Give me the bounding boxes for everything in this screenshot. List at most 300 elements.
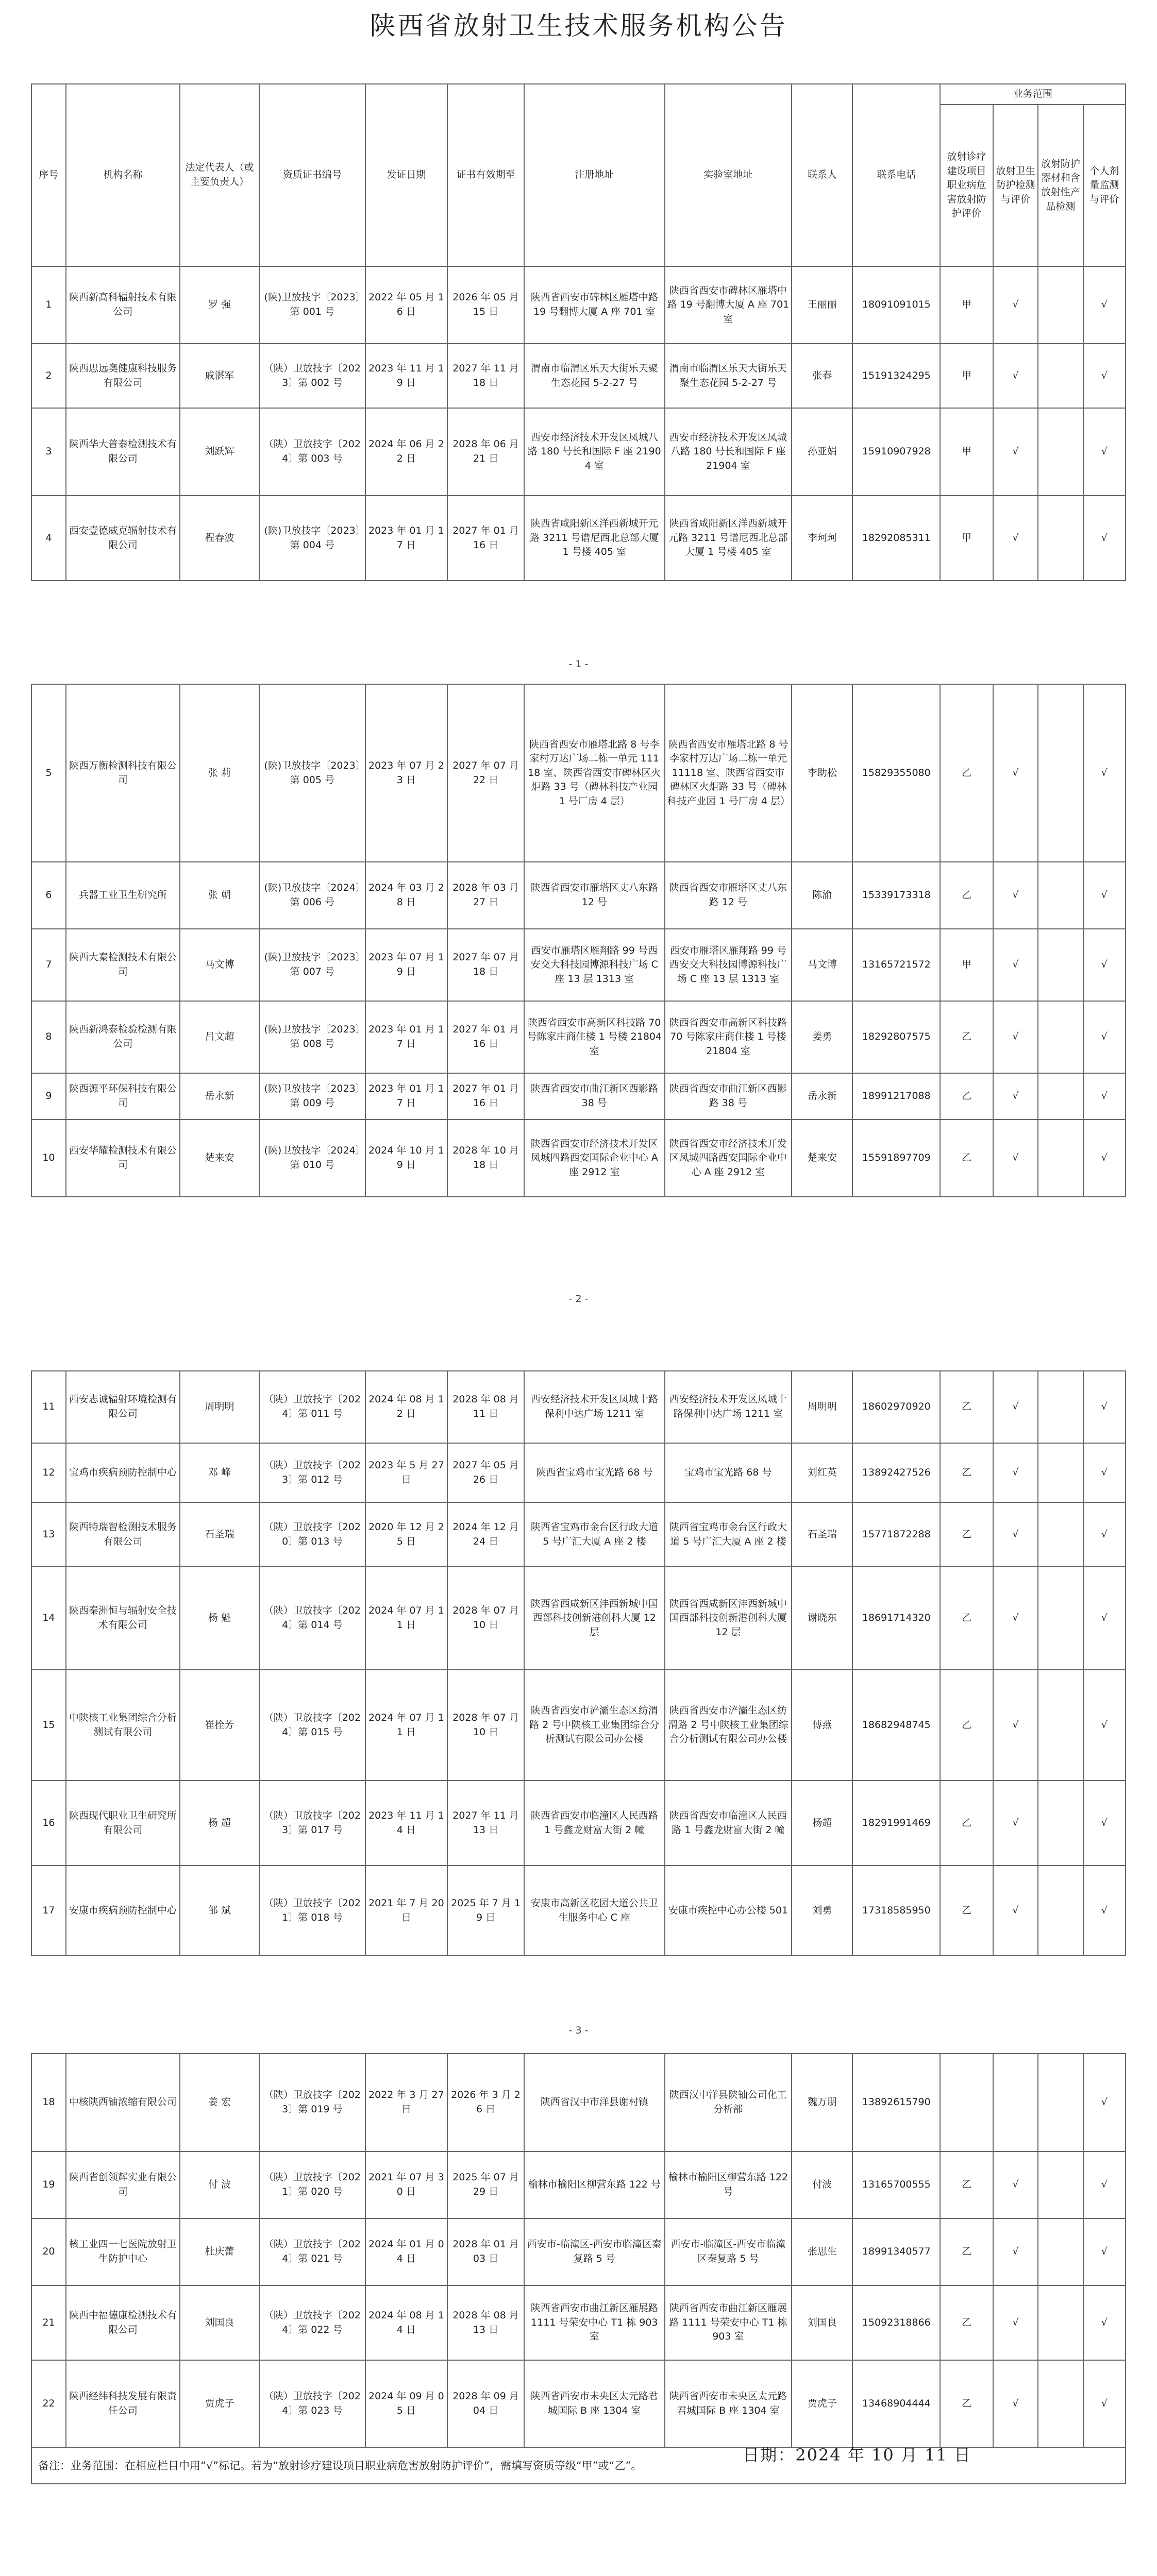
phone-number: 17318585950 bbox=[852, 1866, 940, 1956]
cert-number: （陕）卫放技字〔2024〕第 014 号 bbox=[259, 1567, 365, 1670]
scope-dosimetry: √ bbox=[1083, 2218, 1126, 2285]
phone-number: 18691714320 bbox=[852, 1567, 940, 1670]
table-row bbox=[31, 684, 1126, 862]
note: 备注：业务范围：在相应栏目中用“√”标记。若为“放射诊疗建设项目职业病危害放射防护评价”，需填写资质等级“甲”或“乙”。 bbox=[31, 2448, 1126, 2484]
expiry-date: 2027 年 01 月 16 日 bbox=[447, 1073, 524, 1120]
phone-number: 18991340577 bbox=[852, 2218, 940, 2285]
scope-dosimetry: √ bbox=[1083, 1866, 1126, 1956]
contact-person: 刘勇 bbox=[792, 1866, 852, 1956]
issue-date: 2023 年 01 月 17 日 bbox=[365, 496, 447, 581]
expiry-date: 2024 年 12 月 24 日 bbox=[447, 1502, 524, 1567]
row-seq: 9 bbox=[31, 1073, 66, 1120]
scope-assessment: 乙 bbox=[940, 1120, 993, 1197]
cert-number: （陕）卫放技字〔2024〕第 023 号 bbox=[259, 2360, 365, 2448]
cert-number: （陕）卫放技字〔2021〕第 020 号 bbox=[259, 2151, 365, 2218]
scope-dosimetry: √ bbox=[1083, 1073, 1126, 1120]
lab-address: 安康市疾控中心办公楼 501 bbox=[665, 1866, 792, 1956]
org-name: 陕西万衡检测科技有限公司 bbox=[66, 684, 180, 862]
phone-number: 15339173318 bbox=[852, 862, 940, 929]
contact-person: 李珂珂 bbox=[792, 496, 852, 581]
org-name: 核工业四一七医院放射卫生防护中心 bbox=[66, 2218, 180, 2285]
issue-date: 2023 年 01 月 17 日 bbox=[365, 1073, 447, 1120]
scope-dosimetry: √ bbox=[1083, 2285, 1126, 2360]
row-seq: 15 bbox=[31, 1670, 66, 1781]
row-seq: 18 bbox=[31, 2054, 66, 2151]
cert-number: （陕）卫放技字〔2023〕第 012 号 bbox=[259, 1443, 365, 1502]
org-name: 陕西思远奥健康科技服务有限公司 bbox=[66, 344, 180, 408]
cert-number: (陕)卫放技字〔2023〕第 008 号 bbox=[259, 1001, 365, 1073]
scope-testing: √ bbox=[993, 1866, 1038, 1956]
org-name: 陕西新鸿泰检验检测有限公司 bbox=[66, 1001, 180, 1073]
table-row bbox=[31, 266, 1126, 344]
scope-equipment bbox=[1038, 1670, 1083, 1781]
legal-rep: 楚来安 bbox=[180, 1120, 259, 1197]
org-name: 陕西源平环保科技有限公司 bbox=[66, 1073, 180, 1120]
header-cert: 资质证书编号 bbox=[259, 84, 365, 266]
registered-address: 陕西省西咸新区沣西新城中国西部科技创新港创科大厦 12 层 bbox=[524, 1567, 664, 1670]
scope-equipment bbox=[1038, 496, 1083, 581]
row-seq: 17 bbox=[31, 1866, 66, 1956]
cert-number: (陕)卫放技字〔2023〕第 004 号 bbox=[259, 496, 365, 581]
scope-testing: √ bbox=[993, 1371, 1038, 1443]
announcement-date: 日期：2024 年 10 月 11 日 bbox=[743, 2445, 971, 2465]
legal-rep: 马文博 bbox=[180, 929, 259, 1001]
scope-testing: √ bbox=[993, 1120, 1038, 1197]
cert-number: （陕）卫放技字〔2024〕第 015 号 bbox=[259, 1670, 365, 1781]
registered-address: 渭南市临渭区乐天大街乐天聚生态花园 5-2-27 号 bbox=[524, 344, 664, 408]
scope-assessment: 乙 bbox=[940, 862, 993, 929]
contact-person: 陈渝 bbox=[792, 862, 852, 929]
org-name: 陕西特瑞智检测技术服务有限公司 bbox=[66, 1502, 180, 1567]
expiry-date: 2028 年 07 月 10 日 bbox=[447, 1567, 524, 1670]
row-seq: 12 bbox=[31, 1443, 66, 1502]
scope-assessment: 甲 bbox=[940, 496, 993, 581]
table-row bbox=[31, 1073, 1126, 1120]
lab-address: 西安市-临潼区-西安市临潼区秦复路 5 号 bbox=[665, 2218, 792, 2285]
phone-number: 15092318866 bbox=[852, 2285, 940, 2360]
table-row bbox=[31, 1670, 1126, 1781]
cert-number: （陕）卫放技字〔2021〕第 018 号 bbox=[259, 1866, 365, 1956]
phone-number: 13165700555 bbox=[852, 2151, 940, 2218]
expiry-date: 2028 年 08 月 13 日 bbox=[447, 2285, 524, 2360]
issue-date: 2024 年 01 月 04 日 bbox=[365, 2218, 447, 2285]
registered-address: 陕西省汉中市洋县谢村镇 bbox=[524, 2054, 664, 2151]
issue-date: 2021 年 07 月 30 日 bbox=[365, 2151, 447, 2218]
lab-address: 陕西省西安市曲江新区西影路 38 号 bbox=[665, 1073, 792, 1120]
row-seq: 14 bbox=[31, 1567, 66, 1670]
scope-testing: √ bbox=[993, 1567, 1038, 1670]
contact-person: 姜勇 bbox=[792, 1001, 852, 1073]
page-number: - 2 - bbox=[568, 1293, 589, 1304]
contact-person: 魏万朋 bbox=[792, 2054, 852, 2151]
row-seq: 11 bbox=[31, 1371, 66, 1443]
legal-rep: 刘跃辉 bbox=[180, 408, 259, 496]
cert-number: (陕)卫放技字〔2024〕第 006 号 bbox=[259, 862, 365, 929]
lab-address: 陕西省西安市浐灞生态区纺渭路 2 号中陕核工业集团综合分析测试有限公司办公楼 bbox=[665, 1670, 792, 1781]
table-row bbox=[31, 408, 1126, 496]
row-seq: 2 bbox=[31, 344, 66, 408]
contact-person: 楚来安 bbox=[792, 1120, 852, 1197]
scope-equipment bbox=[1038, 344, 1083, 408]
cert-number: （陕）卫放技字〔2024〕第 011 号 bbox=[259, 1371, 365, 1443]
registered-address: 陕西省宝鸡市宝光路 68 号 bbox=[524, 1443, 664, 1502]
scope-testing: √ bbox=[993, 2285, 1038, 2360]
registered-address: 西安市-临潼区-西安市临潼区秦复路 5 号 bbox=[524, 2218, 664, 2285]
expiry-date: 2025 年 07 月 29 日 bbox=[447, 2151, 524, 2218]
cert-number: （陕）卫放技字〔2023〕第 017 号 bbox=[259, 1781, 365, 1866]
registered-address: 西安经济技术开发区凤城十路保利中达广场 1211 室 bbox=[524, 1371, 664, 1443]
org-name: 西安壹德威克辐射技术有限公司 bbox=[66, 496, 180, 581]
issue-date: 2021 年 7 月 20 日 bbox=[365, 1866, 447, 1956]
contact-person: 王丽丽 bbox=[792, 266, 852, 344]
scope-testing: √ bbox=[993, 344, 1038, 408]
table-row bbox=[31, 344, 1126, 408]
scope-dosimetry: √ bbox=[1083, 1371, 1126, 1443]
org-name: 陕西华大普泰检测技术有限公司 bbox=[66, 408, 180, 496]
scope-equipment bbox=[1038, 1443, 1083, 1502]
registered-address: 陕西省宝鸡市金台区行政大道 5 号广汇大厦 A 座 2 楼 bbox=[524, 1502, 664, 1567]
contact-person: 石圣瑞 bbox=[792, 1502, 852, 1567]
legal-rep: 邹 斌 bbox=[180, 1866, 259, 1956]
scope-testing: √ bbox=[993, 408, 1038, 496]
scope-assessment: 甲 bbox=[940, 344, 993, 408]
scope-dosimetry: √ bbox=[1083, 1567, 1126, 1670]
expiry-date: 2027 年 01 月 16 日 bbox=[447, 1001, 524, 1073]
institution-table-page-3 bbox=[31, 1370, 1126, 1956]
scope-equipment bbox=[1038, 1073, 1083, 1120]
header-phone: 联系电话 bbox=[852, 84, 940, 266]
table-row bbox=[31, 1502, 1126, 1567]
expiry-date: 2027 年 01 月 16 日 bbox=[447, 496, 524, 581]
scope-testing: √ bbox=[993, 2218, 1038, 2285]
scope-equipment bbox=[1038, 2285, 1083, 2360]
scope-assessment: 乙 bbox=[940, 1371, 993, 1443]
lab-address: 陕西省西安市雁塔北路 8 号李家村万达广场二栋一单元 11118 室、陕西省西安市碑林区火炬路 33 号（碑林科技产业园 1 号厂房 4 层） bbox=[665, 684, 792, 862]
scope-dosimetry: √ bbox=[1083, 2151, 1126, 2218]
cert-number: （陕）卫放技字〔2024〕第 022 号 bbox=[259, 2285, 365, 2360]
cert-number: （陕）卫放技字〔2024〕第 003 号 bbox=[259, 408, 365, 496]
lab-address: 陕西汉中洋县陕铀公司化工分析部 bbox=[665, 2054, 792, 2151]
header-lab-addr: 实验室地址 bbox=[665, 84, 792, 266]
issue-date: 2024 年 07 月 11 日 bbox=[365, 1670, 447, 1781]
scope-equipment bbox=[1038, 2054, 1083, 2151]
lab-address: 陕西省西咸新区沣西新城中国西部科技创新港创科大厦 12 层 bbox=[665, 1567, 792, 1670]
scope-equipment bbox=[1038, 408, 1083, 496]
scope-assessment: 乙 bbox=[940, 2285, 993, 2360]
header-scope: 业务范围 bbox=[940, 84, 1126, 105]
scope-testing: √ bbox=[993, 2151, 1038, 2218]
header-scope-1: 放射诊疗建设项目职业病危害放射防护评价 bbox=[940, 105, 993, 266]
phone-number: 15771872288 bbox=[852, 1502, 940, 1567]
scope-equipment bbox=[1038, 2218, 1083, 2285]
scope-testing: √ bbox=[993, 1443, 1038, 1502]
registered-address: 陕西省西安市未央区太元路君城国际 B 座 1304 室 bbox=[524, 2360, 664, 2448]
org-name: 陕西现代职业卫生研究所有限公司 bbox=[66, 1781, 180, 1866]
org-name: 陕西中福德康检测技术有限公司 bbox=[66, 2285, 180, 2360]
org-name: 陕西经纬科技发展有限责任公司 bbox=[66, 2360, 180, 2448]
scope-equipment bbox=[1038, 862, 1083, 929]
cert-number: (陕)卫放技字〔2023〕第 005 号 bbox=[259, 684, 365, 862]
scope-dosimetry: √ bbox=[1083, 1443, 1126, 1502]
lab-address: 渭南市临渭区乐天大街乐天聚生态花园 5-2-27 号 bbox=[665, 344, 792, 408]
row-seq: 10 bbox=[31, 1120, 66, 1197]
row-seq: 7 bbox=[31, 929, 66, 1001]
scope-equipment bbox=[1038, 1120, 1083, 1197]
row-seq: 19 bbox=[31, 2151, 66, 2218]
scope-assessment: 乙 bbox=[940, 1866, 993, 1956]
legal-rep: 程春波 bbox=[180, 496, 259, 581]
table-row bbox=[31, 2218, 1126, 2285]
org-name: 宝鸡市疾病预防控制中心 bbox=[66, 1443, 180, 1502]
issue-date: 2020 年 12 月 25 日 bbox=[365, 1502, 447, 1567]
scope-assessment: 乙 bbox=[940, 2360, 993, 2448]
table-row bbox=[31, 1866, 1126, 1956]
expiry-date: 2026 年 3 月 26 日 bbox=[447, 2054, 524, 2151]
expiry-date: 2025 年 7 月 19 日 bbox=[447, 1866, 524, 1956]
expiry-date: 2028 年 07 月 10 日 bbox=[447, 1670, 524, 1781]
lab-address: 榆林市榆阳区柳营东路 122 号 bbox=[665, 2151, 792, 2218]
scope-assessment: 乙 bbox=[940, 2151, 993, 2218]
scope-assessment: 乙 bbox=[940, 1567, 993, 1670]
header-reg-addr: 注册地址 bbox=[524, 84, 664, 266]
header-rep: 法定代表人（或主要负责人） bbox=[180, 84, 259, 266]
legal-rep: 张 莉 bbox=[180, 684, 259, 862]
lab-address: 陕西省西安市曲江新区雁展路 1111 号荣安中心 T1 栋 903 室 bbox=[665, 2285, 792, 2360]
contact-person: 谢晓东 bbox=[792, 1567, 852, 1670]
lab-address: 陕西省宝鸡市金台区行政大道 5 号广汇大厦 A 座 2 楼 bbox=[665, 1502, 792, 1567]
legal-rep: 贾虎子 bbox=[180, 2360, 259, 2448]
scope-dosimetry: √ bbox=[1083, 266, 1126, 344]
scope-equipment bbox=[1038, 1502, 1083, 1567]
org-name: 兵器工业卫生研究所 bbox=[66, 862, 180, 929]
table-row bbox=[31, 1371, 1126, 1443]
legal-rep: 杨 超 bbox=[180, 1781, 259, 1866]
scope-assessment: 乙 bbox=[940, 2218, 993, 2285]
phone-number: 18291991469 bbox=[852, 1781, 940, 1866]
scope-equipment bbox=[1038, 2151, 1083, 2218]
scope-equipment bbox=[1038, 684, 1083, 862]
issue-date: 2023 年 01 月 17 日 bbox=[365, 1001, 447, 1073]
expiry-date: 2028 年 06 月 21 日 bbox=[447, 408, 524, 496]
registered-address: 安康市高新区花园大道公共卫生服务中心 C 座 bbox=[524, 1866, 664, 1956]
lab-address: 陕西省西安市碑林区雁塔中路 19 号翻博大厦 A 座 701 室 bbox=[665, 266, 792, 344]
scope-dosimetry: √ bbox=[1083, 2054, 1126, 2151]
org-name: 陕西秦洲恒与辐射安全技术有限公司 bbox=[66, 1567, 180, 1670]
row-seq: 22 bbox=[31, 2360, 66, 2448]
lab-address: 宝鸡市宝光路 68 号 bbox=[665, 1443, 792, 1502]
legal-rep: 杨 魁 bbox=[180, 1567, 259, 1670]
scope-assessment: 甲 bbox=[940, 929, 993, 1001]
scope-equipment bbox=[1038, 1001, 1083, 1073]
org-name: 西安华耀检测技术有限公司 bbox=[66, 1120, 180, 1197]
row-seq: 20 bbox=[31, 2218, 66, 2285]
registered-address: 陕西省咸阳新区洋西新城开元路 3211 号谱尼西北总部大厦 1 号楼 405 室 bbox=[524, 496, 664, 581]
registered-address: 陕西省西安市曲江新区雁展路 1111 号荣安中心 T1 栋 903 室 bbox=[524, 2285, 664, 2360]
scope-dosimetry: √ bbox=[1083, 408, 1126, 496]
row-seq: 21 bbox=[31, 2285, 66, 2360]
expiry-date: 2028 年 09 月 04 日 bbox=[447, 2360, 524, 2448]
document-title: 陕西省放射卫生技术服务机构公告 bbox=[370, 11, 787, 41]
cert-number: （陕）卫放技字〔2023〕第 002 号 bbox=[259, 344, 365, 408]
table-row bbox=[31, 1443, 1126, 1502]
institution-table-page-1 bbox=[31, 83, 1126, 581]
table-row bbox=[31, 1001, 1126, 1073]
scope-testing bbox=[993, 2054, 1038, 2151]
scope-dosimetry: √ bbox=[1083, 929, 1126, 1001]
expiry-date: 2027 年 07 月 18 日 bbox=[447, 929, 524, 1001]
scope-testing: √ bbox=[993, 1670, 1038, 1781]
legal-rep: 岳永新 bbox=[180, 1073, 259, 1120]
scope-dosimetry: √ bbox=[1083, 1781, 1126, 1866]
institution-table-page-2 bbox=[31, 684, 1126, 1197]
scope-testing: √ bbox=[993, 2360, 1038, 2448]
table-row bbox=[31, 1781, 1126, 1866]
phone-number: 13468904444 bbox=[852, 2360, 940, 2448]
contact-person: 付波 bbox=[792, 2151, 852, 2218]
org-name: 中陕核工业集团综合分析测试有限公司 bbox=[66, 1670, 180, 1781]
row-seq: 16 bbox=[31, 1781, 66, 1866]
expiry-date: 2027 年 11 月 18 日 bbox=[447, 344, 524, 408]
header-scope-3: 放射防护器材和含放射性产品检测 bbox=[1038, 105, 1083, 266]
legal-rep: 戚湛军 bbox=[180, 344, 259, 408]
scope-testing: √ bbox=[993, 684, 1038, 862]
scope-assessment: 乙 bbox=[940, 1670, 993, 1781]
issue-date: 2024 年 09 月 05 日 bbox=[365, 2360, 447, 2448]
scope-equipment bbox=[1038, 266, 1083, 344]
org-name: 陕西新高科辐射技术有限公司 bbox=[66, 266, 180, 344]
contact-person: 杨超 bbox=[792, 1781, 852, 1866]
header-issue: 发证日期 bbox=[365, 84, 447, 266]
issue-date: 2024 年 03 月 28 日 bbox=[365, 862, 447, 929]
scope-testing: √ bbox=[993, 496, 1038, 581]
scope-testing: √ bbox=[993, 929, 1038, 1001]
scope-dosimetry: √ bbox=[1083, 344, 1126, 408]
contact-person: 刘国良 bbox=[792, 2285, 852, 2360]
row-seq: 13 bbox=[31, 1502, 66, 1567]
table-row bbox=[31, 2285, 1126, 2360]
scope-dosimetry: √ bbox=[1083, 1120, 1126, 1197]
cert-number: (陕)卫放技字〔2023〕第 009 号 bbox=[259, 1073, 365, 1120]
lab-address: 陕西省西安市临潼区人民西路 1 号鑫龙财富大街 2 幢 bbox=[665, 1781, 792, 1866]
scope-assessment: 甲 bbox=[940, 408, 993, 496]
registered-address: 陕西省西安市碑林区雁塔中路 19 号翻博大厦 A 座 701 室 bbox=[524, 266, 664, 344]
contact-person: 傅燕 bbox=[792, 1670, 852, 1781]
scope-equipment bbox=[1038, 929, 1083, 1001]
phone-number: 18682948745 bbox=[852, 1670, 940, 1781]
lab-address: 陕西省西安市雁塔区丈八东路 12 号 bbox=[665, 862, 792, 929]
row-seq: 4 bbox=[31, 496, 66, 581]
cert-number: (陕)卫放技字〔2023〕第 007 号 bbox=[259, 929, 365, 1001]
scope-testing: √ bbox=[993, 1001, 1038, 1073]
phone-number: 15910907928 bbox=[852, 408, 940, 496]
issue-date: 2024 年 10 月 19 日 bbox=[365, 1120, 447, 1197]
phone-number: 18602970920 bbox=[852, 1371, 940, 1443]
row-seq: 8 bbox=[31, 1001, 66, 1073]
scope-assessment bbox=[940, 2054, 993, 2151]
contact-person: 岳永新 bbox=[792, 1073, 852, 1120]
expiry-date: 2028 年 10 月 18 日 bbox=[447, 1120, 524, 1197]
registered-address: 陕西省西安市高新区科技路 70 号陈家庄商住楼 1 号楼 21804 室 bbox=[524, 1001, 664, 1073]
cert-number: (陕)卫放技字〔2023〕第 001 号 bbox=[259, 266, 365, 344]
table-row bbox=[31, 2054, 1126, 2151]
issue-date: 2022 年 3 月 27 日 bbox=[365, 2054, 447, 2151]
scope-assessment: 乙 bbox=[940, 1502, 993, 1567]
contact-person: 张春 bbox=[792, 344, 852, 408]
issue-date: 2023 年 5 月 27 日 bbox=[365, 1443, 447, 1502]
legal-rep: 姜 宏 bbox=[180, 2054, 259, 2151]
issue-date: 2024 年 07 月 11 日 bbox=[365, 1567, 447, 1670]
registered-address: 陕西省西安市雁塔北路 8 号李家村万达广场二栋一单元 11118 室、陕西省西安市碑林区火炬路 33 号（碑林科技产业园 1 号厂房 4 层） bbox=[524, 684, 664, 862]
scope-testing: √ bbox=[993, 862, 1038, 929]
scope-dosimetry: √ bbox=[1083, 684, 1126, 862]
scope-equipment bbox=[1038, 1781, 1083, 1866]
lab-address: 西安市经济技术开发区凤城八路 180 号长和国际 F 座 21904 室 bbox=[665, 408, 792, 496]
scope-dosimetry: √ bbox=[1083, 2360, 1126, 2448]
expiry-date: 2028 年 03 月 27 日 bbox=[447, 862, 524, 929]
table-row bbox=[31, 1120, 1126, 1197]
expiry-date: 2028 年 08 月 11 日 bbox=[447, 1371, 524, 1443]
cert-number: （陕）卫放技字〔2024〕第 021 号 bbox=[259, 2218, 365, 2285]
table-row bbox=[31, 1567, 1126, 1670]
issue-date: 2023 年 07 月 19 日 bbox=[365, 929, 447, 1001]
scope-equipment bbox=[1038, 1866, 1083, 1956]
legal-rep: 张 朝 bbox=[180, 862, 259, 929]
org-name: 安康市疾病预防控制中心 bbox=[66, 1866, 180, 1956]
table-row bbox=[31, 496, 1126, 581]
registered-address: 榆林市榆阳区柳营东路 122 号 bbox=[524, 2151, 664, 2218]
phone-number: 13892615790 bbox=[852, 2054, 940, 2151]
legal-rep: 罗 强 bbox=[180, 266, 259, 344]
scope-assessment: 乙 bbox=[940, 684, 993, 862]
registered-address: 陕西省西安市经济技术开发区凤城四路西安国际企业中心 A 座 2912 室 bbox=[524, 1120, 664, 1197]
scope-equipment bbox=[1038, 1567, 1083, 1670]
header-expire: 证书有效期至 bbox=[447, 84, 524, 266]
scope-dosimetry: √ bbox=[1083, 1502, 1126, 1567]
scope-equipment bbox=[1038, 1371, 1083, 1443]
scope-assessment: 乙 bbox=[940, 1001, 993, 1073]
lab-address: 西安市雁塔区雁翔路 99 号西安交大科技园博源科技广场 C 座 13 层 1313 室 bbox=[665, 929, 792, 1001]
legal-rep: 杜庆蕾 bbox=[180, 2218, 259, 2285]
registered-address: 陕西省西安市曲江新区西影路 38 号 bbox=[524, 1073, 664, 1120]
scope-equipment bbox=[1038, 2360, 1083, 2448]
scope-dosimetry: √ bbox=[1083, 1001, 1126, 1073]
page-number: - 1 - bbox=[568, 658, 589, 670]
legal-rep: 邓 峰 bbox=[180, 1443, 259, 1502]
expiry-date: 2028 年 01 月 03 日 bbox=[447, 2218, 524, 2285]
table-row bbox=[31, 929, 1126, 1001]
legal-rep: 周明明 bbox=[180, 1371, 259, 1443]
row-seq: 3 bbox=[31, 408, 66, 496]
legal-rep: 刘国良 bbox=[180, 2285, 259, 2360]
expiry-date: 2027 年 07 月 22 日 bbox=[447, 684, 524, 862]
contact-person: 孙亚娟 bbox=[792, 408, 852, 496]
row-seq: 1 bbox=[31, 266, 66, 344]
issue-date: 2024 年 08 月 12 日 bbox=[365, 1371, 447, 1443]
expiry-date: 2027 年 11 月 13 日 bbox=[447, 1781, 524, 1866]
scope-testing: √ bbox=[993, 1781, 1038, 1866]
scope-assessment: 乙 bbox=[940, 1073, 993, 1120]
scope-assessment: 甲 bbox=[940, 266, 993, 344]
registered-address: 西安市雁塔区雁翔路 99 号西安交大科技园博源科技广场 C 座 13 层 1313 室 bbox=[524, 929, 664, 1001]
phone-number: 15591897709 bbox=[852, 1120, 940, 1197]
expiry-date: 2027 年 05 月 26 日 bbox=[447, 1443, 524, 1502]
issue-date: 2024 年 08 月 14 日 bbox=[365, 2285, 447, 2360]
table-row bbox=[31, 2360, 1126, 2448]
phone-number: 15191324295 bbox=[852, 344, 940, 408]
phone-number: 15829355080 bbox=[852, 684, 940, 862]
phone-number: 18292807575 bbox=[852, 1001, 940, 1073]
scope-assessment: 乙 bbox=[940, 1443, 993, 1502]
